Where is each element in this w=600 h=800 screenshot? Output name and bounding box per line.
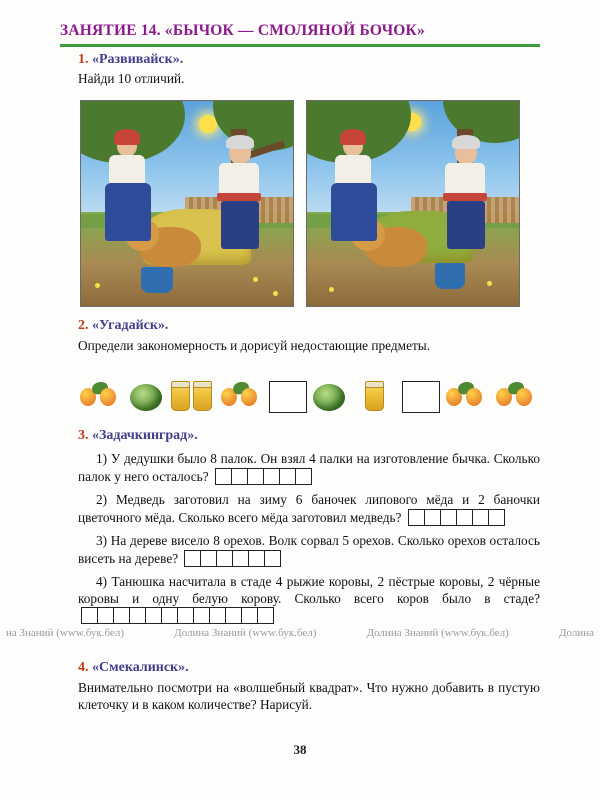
task-1-number: 1. [78, 52, 89, 67]
flower [329, 287, 334, 292]
task-4 [78, 660, 540, 713]
woman-scarf [340, 129, 366, 145]
watermark-center: Долина Знаний (www.бук.бел) [174, 627, 317, 639]
flower [95, 283, 100, 288]
man-figure [435, 131, 501, 251]
woman-skirt [331, 183, 377, 241]
illustration-left [80, 100, 294, 307]
man-trousers [447, 201, 485, 249]
page-header [60, 22, 540, 47]
woman-blouse [109, 155, 145, 185]
problem-4 [78, 574, 540, 625]
watermark-strip [0, 624, 600, 642]
answer-boxes-1[interactable] [216, 468, 312, 485]
task-3 [78, 428, 540, 625]
problem-4-text: Танюшка насчитала в стаде 4 рыжие коровы, 2 пёстрые коровы, 2 чёрные коровы и одну белую корову. Сколько всего коров было в стаде? [78, 574, 541, 606]
man-trousers [221, 201, 259, 249]
pattern-item-berries [219, 382, 265, 412]
pattern-item-berries [78, 382, 124, 412]
woman-figure [327, 127, 383, 237]
page-title: ЗАНЯТИЕ 14. «БЫЧОК — СМОЛЯНОЙ БОЧОК» [60, 22, 425, 39]
task-2 [78, 318, 538, 355]
task-4-title: «Смекалинск». [92, 660, 189, 675]
task-2-instruction: Определи закономерность и дорисуй недостающие предметы. [78, 338, 431, 353]
problem-2-text: Медведь заготовил на зиму 6 баночек липового мёда и 2 баночки цветочного мёда. Сколько всего мёда заготовил медведь? [78, 492, 540, 525]
watermark-right: Долина [558, 627, 594, 639]
illustration-right [306, 100, 520, 307]
task-4-heading [78, 660, 540, 676]
problem-1-text: У дедушки было 8 палок. Он взял 4 палки на изготовление бычка. Сколько палок у него осталось? [78, 451, 541, 484]
pattern-item-berries [494, 382, 540, 412]
pattern-item-berries [444, 382, 490, 412]
problem-3 [78, 533, 540, 567]
task-3-title: «Задачкинград». [92, 428, 198, 443]
answer-boxes-3[interactable] [185, 550, 281, 567]
watermark-center-2: Долина Знаний (www.бук.бел) [366, 627, 509, 639]
pattern-item-jars [352, 382, 398, 412]
task-2-heading [78, 318, 538, 334]
woman-skirt [105, 183, 151, 241]
man-belt [217, 193, 261, 201]
flower [253, 277, 258, 282]
pattern-sequence [78, 380, 540, 414]
pattern-empty-box[interactable] [402, 381, 441, 413]
task-2-number: 2. [78, 318, 89, 333]
flower [273, 291, 278, 296]
task-3-number: 3. [78, 428, 89, 443]
problem-4-label: 4) [96, 574, 108, 589]
pattern-item-cabbage [128, 382, 165, 412]
task-1-title: «Развивайск». [92, 52, 184, 67]
task-3-heading [78, 428, 540, 444]
task-1 [78, 52, 538, 88]
man-hair [452, 135, 480, 149]
bucket [435, 263, 465, 289]
answer-boxes-2[interactable] [409, 509, 505, 526]
man-hair [226, 135, 254, 149]
woman-figure [101, 127, 157, 237]
flower [487, 281, 492, 286]
task-4-instruction: Внимательно посмотри на «волшебный квадрат». Что нужно добавить в пустую клеточку и в каком количестве? Нарисуй. [78, 680, 540, 712]
task-1-instruction: Найди 10 отличий. [78, 71, 185, 86]
problem-3-text: На дереве висело 8 орехов. Волк сорвал 5 орехов. Сколько орехов осталось висеть на дереве? [78, 533, 540, 566]
spot-the-difference-images [80, 100, 520, 305]
problem-2-label: 2) [96, 492, 108, 507]
task-1-heading [78, 52, 538, 68]
problem-2 [78, 492, 540, 526]
woman-blouse [335, 155, 371, 185]
task-2-title: «Угадайск». [92, 318, 169, 333]
man-belt [443, 193, 487, 201]
pattern-item-cabbage [311, 382, 348, 412]
task-4-number: 4. [78, 660, 89, 675]
problem-3-label: 3) [96, 533, 108, 548]
pattern-item-jars [169, 382, 215, 412]
problem-1 [78, 451, 540, 485]
woman-scarf [114, 129, 140, 145]
header-divider [60, 44, 540, 47]
watermark-left: на Знаний (www.бук.бел) [6, 627, 124, 639]
problem-1-label: 1) [96, 451, 108, 466]
bucket [141, 267, 173, 293]
man-figure [209, 131, 275, 251]
page-number: 38 [293, 742, 307, 757]
answer-boxes-4[interactable] [82, 607, 274, 624]
pattern-empty-box[interactable] [269, 381, 308, 413]
